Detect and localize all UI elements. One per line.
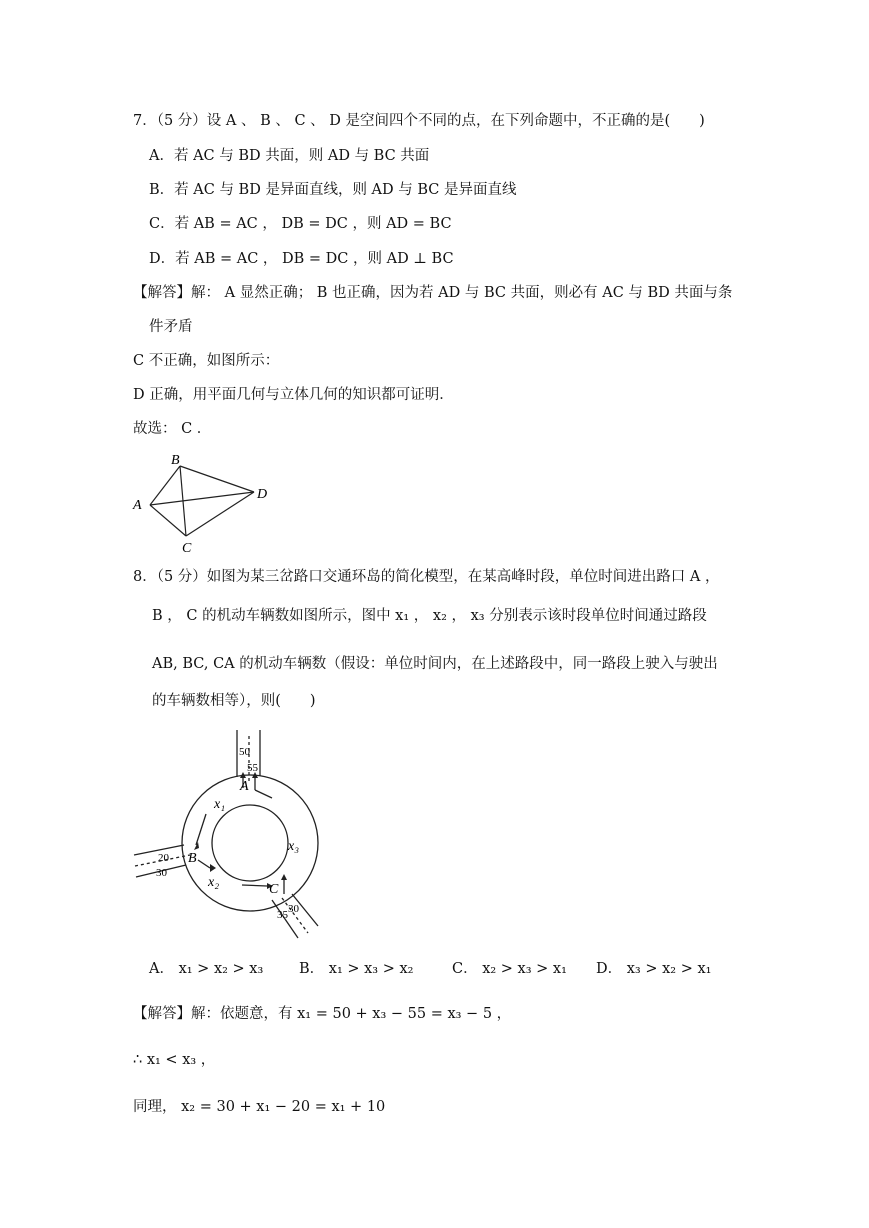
q8-roundabout-figure	[132, 728, 332, 943]
arrowhead-c2	[281, 874, 287, 880]
q7-solution-line3: C 不正确，如图所示：	[133, 353, 280, 369]
edge-ab	[150, 466, 180, 505]
q8-solution-line1: 【解答】解：依题意，有 x₁ = 50 + x₃ − 55 = x₃ − 5 ，	[133, 1006, 512, 1022]
q7-solution-line1: 【解答】解： A 显然正确； B 也正确，因为若 AD 与 BC 共面，则必有 AC 与 BD 共面与条	[133, 285, 733, 301]
label-50: 50	[239, 746, 250, 758]
arrow-c-in	[242, 885, 267, 886]
arrow-b-in	[196, 814, 206, 845]
q7-option-a: A．若 AC 与 BD 共面，则 AD 与 BC 共面	[149, 148, 430, 164]
q8-option-b: B． x₁ > x₃ > x₂	[299, 961, 414, 977]
label-30-left: 30	[156, 867, 167, 879]
q8-option-d: D． x₃ > x₂ > x₁	[596, 961, 712, 977]
label-d: D	[257, 487, 268, 502]
q8-stem-line4: 的车辆数相等），则( )	[152, 693, 316, 709]
edge-ad	[150, 492, 254, 505]
inner-ring	[212, 805, 288, 881]
edge-cd	[186, 492, 254, 536]
q7-solution-line2: 件矛盾	[149, 319, 193, 335]
label-b: B	[188, 851, 197, 866]
q7-stem: 7．（5 分）设 A 、 B 、 C 、 D 是空间四个不同的点，在下列命题中，不正确的是( )	[133, 113, 705, 129]
label-55: 55	[247, 762, 258, 774]
label-30-right: 30	[288, 903, 299, 915]
q8-stem-line2: B ， C 的机动车辆数如图所示，图中 x₁ ， x₂ ， x₃ 分别表示该时段单位时间通过路段	[152, 608, 707, 624]
q7-figure	[128, 450, 278, 558]
q7-solution-line4: D 正确，用平面几何与立体几何的知识都可证明．	[133, 387, 454, 403]
label-a: A	[133, 498, 142, 513]
label-c: C	[269, 882, 279, 897]
q8-option-a: A． x₁ > x₂ > x₃	[149, 961, 264, 977]
label-20: 20	[158, 852, 169, 864]
arrow-a-turn	[255, 790, 272, 798]
arrowhead-b2	[210, 864, 216, 872]
q8-stem-line3: AB, BC, CA 的机动车辆数（假设：单位时间内，在上述路段中，同一路段上驶入与驶出	[152, 656, 718, 672]
label-a: A	[240, 779, 249, 794]
q7-answer: 故选： C ．	[133, 421, 212, 437]
arrow-b-out	[198, 860, 210, 868]
q7-option-c: C．若 AB = AC ， DB = DC ，则 AD = BC	[149, 216, 452, 232]
label-x1: x₁	[214, 797, 226, 812]
label-x3: x₃	[288, 839, 300, 854]
q8-solution-line2: ∴ x₁ < x₃ ，	[133, 1052, 216, 1068]
q8-stem-line1: 8．（5 分）如图为某三岔路口交通环岛的简化模型，在某高峰时段，单位时间进出路口 A ，	[133, 569, 720, 585]
label-c: C	[182, 541, 192, 556]
label-35: 35	[277, 909, 288, 921]
q8-option-c: C． x₂ > x₃ > x₁	[452, 961, 567, 977]
edge-ac	[150, 505, 186, 536]
label-b: B	[171, 453, 180, 468]
q7-option-d: D．若 AB = AC ， DB = DC ，则 AD ⊥ BC	[149, 251, 454, 267]
q7-option-b: B．若 AC 与 BD 是异面直线，则 AD 与 BC 是异面直线	[149, 182, 517, 198]
q8-solution-line3: 同理， x₂ = 30 + x₁ − 20 = x₁ + 10	[133, 1099, 386, 1115]
label-x2: x₂	[208, 875, 220, 890]
edge-bd	[180, 466, 254, 492]
